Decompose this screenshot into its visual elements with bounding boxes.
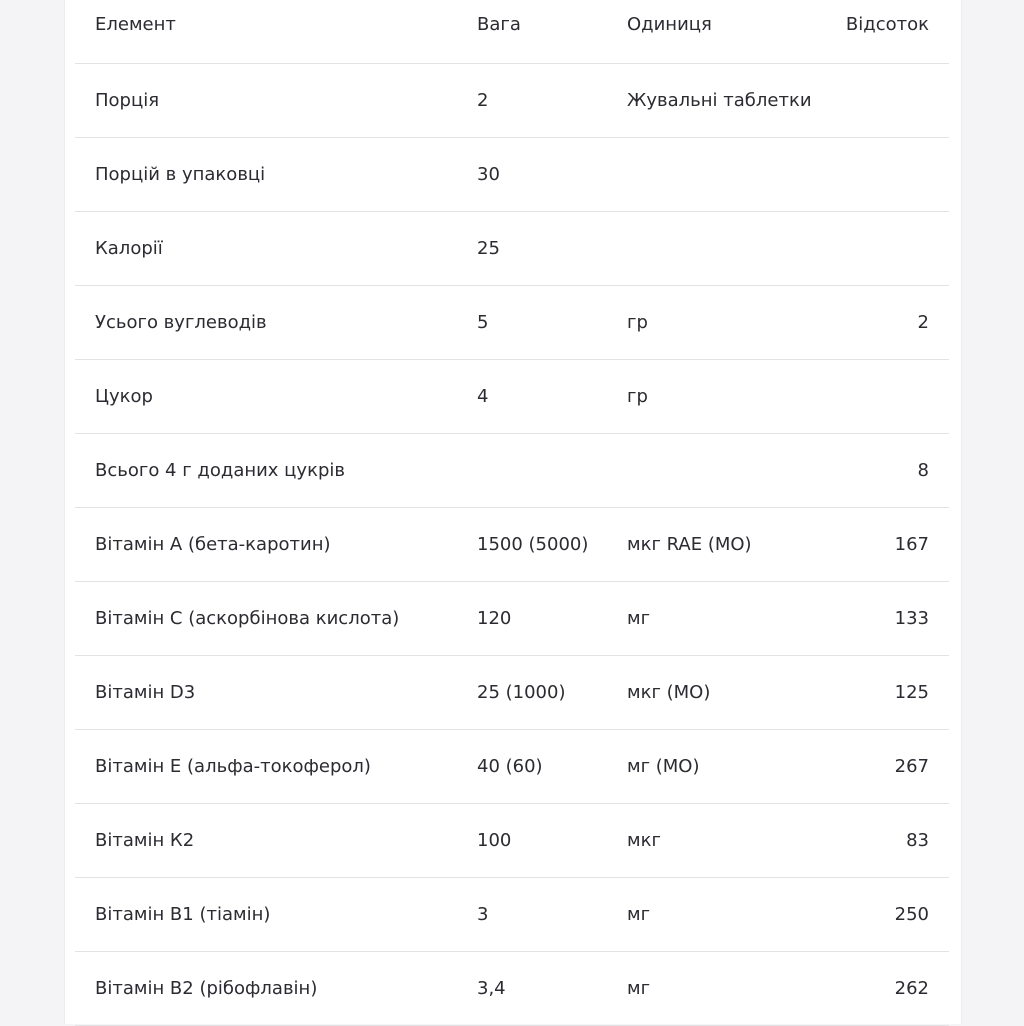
cell-element: Вітамін Е (альфа-токоферол): [95, 756, 371, 777]
cell-element: Вітамін D3: [95, 682, 196, 703]
cell-weight: 1500 (5000): [477, 534, 589, 555]
cell-percent: 262: [894, 978, 929, 999]
table-row: [75, 360, 949, 434]
cell-percent: 2: [917, 312, 929, 333]
cell-unit: мг (МО): [627, 756, 700, 777]
header-element: Елемент: [95, 14, 176, 35]
cell-element: Вітамін С (аскорбінова кислота): [95, 608, 400, 629]
cell-element: Вітамін К2: [95, 830, 195, 851]
table-row: [75, 656, 949, 730]
cell-unit: мкг (МО): [627, 682, 711, 703]
table-row: [75, 952, 949, 1026]
table-row: [75, 878, 949, 952]
cell-weight: 40 (60): [477, 756, 543, 777]
cell-unit: мкг RAE (МО): [627, 534, 752, 555]
cell-weight: 120: [477, 608, 512, 629]
header-unit: Одиниця: [627, 14, 712, 35]
cell-percent: 167: [894, 534, 929, 555]
table-row: [75, 212, 949, 286]
table-row: [75, 64, 949, 138]
header-percent: Відсоток: [845, 14, 929, 35]
cell-element: Вітамін В1 (тіамін): [95, 904, 271, 925]
cell-weight: 100: [477, 830, 512, 851]
cell-weight: 2: [477, 90, 489, 111]
table-row: [75, 508, 949, 582]
cell-element: Вітамін А (бета-каротин): [95, 534, 331, 555]
cell-weight: 4: [477, 386, 489, 407]
cell-percent: 8: [917, 460, 929, 481]
cell-element: Калорії: [95, 238, 163, 259]
table-row: [75, 434, 949, 508]
table-row: [75, 582, 949, 656]
table-row: [75, 286, 949, 360]
cell-unit: гр: [627, 386, 648, 407]
cell-unit: мкг: [627, 830, 661, 851]
cell-percent: 133: [894, 608, 929, 629]
nutrition-card: [64, 0, 962, 1024]
header-weight: Вага: [477, 14, 521, 35]
cell-unit: Жувальні таблетки: [627, 90, 812, 111]
table-row: [75, 804, 949, 878]
cell-weight: 3,4: [477, 978, 506, 999]
cell-element: Цукор: [95, 386, 153, 407]
cell-percent: 83: [906, 830, 929, 851]
cell-element: Усього вуглеводів: [95, 312, 267, 333]
cell-weight: 5: [477, 312, 489, 333]
cell-percent: 267: [894, 756, 929, 777]
cell-percent: 125: [894, 682, 929, 703]
cell-element: Всього 4 г доданих цукрів: [95, 460, 345, 481]
cell-unit: гр: [627, 312, 648, 333]
cell-weight: 30: [477, 164, 500, 185]
cell-element: Порція: [95, 90, 160, 111]
table-row: [75, 138, 949, 212]
table-header: [75, 0, 949, 64]
cell-unit: мг: [627, 608, 651, 629]
cell-element: Вітамін В2 (рібофлавін): [95, 978, 318, 999]
cell-element: Порцій в упаковці: [95, 164, 266, 185]
nutrition-table: [75, 0, 949, 1026]
cell-weight: 25: [477, 238, 500, 259]
table-row: [75, 730, 949, 804]
cell-weight: 25 (1000): [477, 682, 566, 703]
cell-weight: 3: [477, 904, 489, 925]
cell-percent: 250: [894, 904, 929, 925]
cell-unit: мг: [627, 978, 651, 999]
cell-unit: мг: [627, 904, 651, 925]
